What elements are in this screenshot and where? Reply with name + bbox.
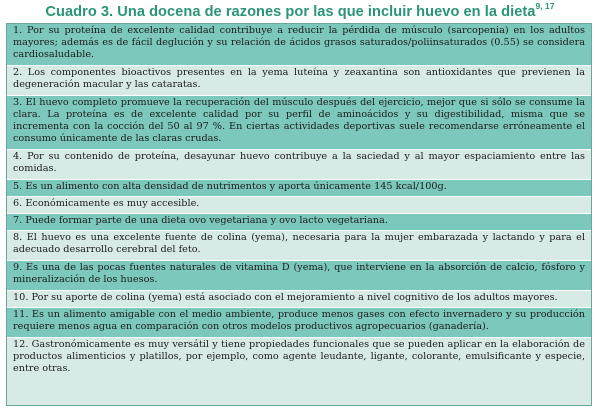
reason-row-1: 1. Por su proteína de excelente calidad contribuye a reducir la pérdida de músculo (sarcopenia) en los adultos mayores; además es de fácil deglución y su relación de ácidos grasos saturados/poliinsaturados (0.55) se considera cardiosaludable. <box>7 24 591 66</box>
table-title <box>0 2 600 20</box>
reason-row-3: 3. El huevo completo promueve la recuperación del músculo después del ejercicio, mejor que si sólo se consume la clara. La proteína es de excelente calidad por su perfil de aminoácidos y su digestibilidad, misma que se incrementa con la cocción del 50 al 97 %. En ciertas actividades deportivas suele recomendarse erróneamente el consumo únicamente de las claras crudas. <box>7 96 591 150</box>
reason-row-6: 6. Económicamente es muy accesible. <box>7 197 591 214</box>
reason-row-4: 4. Por su contenido de proteína, desayunar huevo contribuye a la saciedad y al mayor espaciamiento entre las comidas. <box>7 150 591 180</box>
reason-row-5: 5. Es un alimento con alta densidad de nutrimentos y aporta únicamente 145 kcal/100g. <box>7 180 591 197</box>
reason-row-10: 10. Por su aporte de colina (yema) está asociado con el mejoramiento a nivel cognitivo de los adultos mayores. <box>7 291 591 308</box>
reason-row-11: 11. Es un alimento amigable con el medio ambiente, produce menos gases con efecto invernadero y su producción requiere menos agua en comparación con otros modelos productivos agropecuarios (ganadería). <box>7 308 591 338</box>
reason-row-7: 7. Puede formar parte de una dieta ovo vegetariana y ovo lacto vegetariana. <box>7 214 591 231</box>
reason-row-12: 12. Gastronómicamente es muy versátil y tiene propiedades funcionales que se pueden aplicar en la elaboración de productos alimenticios y platillos, por ejemplo, como agente leudante, ligante, colorante, emulsificante y especie, entre otras. <box>7 338 591 405</box>
reason-row-9: 9. Es una de las pocas fuentes naturales de vitamina D (yema), que interviene en la absorción de calcio, fósforo y mineralización de los huesos. <box>7 261 591 291</box>
reasons-table <box>6 23 592 406</box>
reason-row-2: 2. Los componentes bioactivos presentes en la yema luteína y zeaxantina son antioxidantes que previenen la degeneración macular y las cataratas. <box>7 66 591 96</box>
table-title-text: Cuadro 3. Una docena de razones por las que incluir huevo en la dieta <box>45 3 536 20</box>
title-citation-superscript: 9, 17 <box>535 1 555 11</box>
reason-row-8: 8. El huevo es una excelente fuente de colina (yema), necesaria para la mujer embarazada y lactando y para el adecuado desarrollo cerebral del feto. <box>7 231 591 261</box>
